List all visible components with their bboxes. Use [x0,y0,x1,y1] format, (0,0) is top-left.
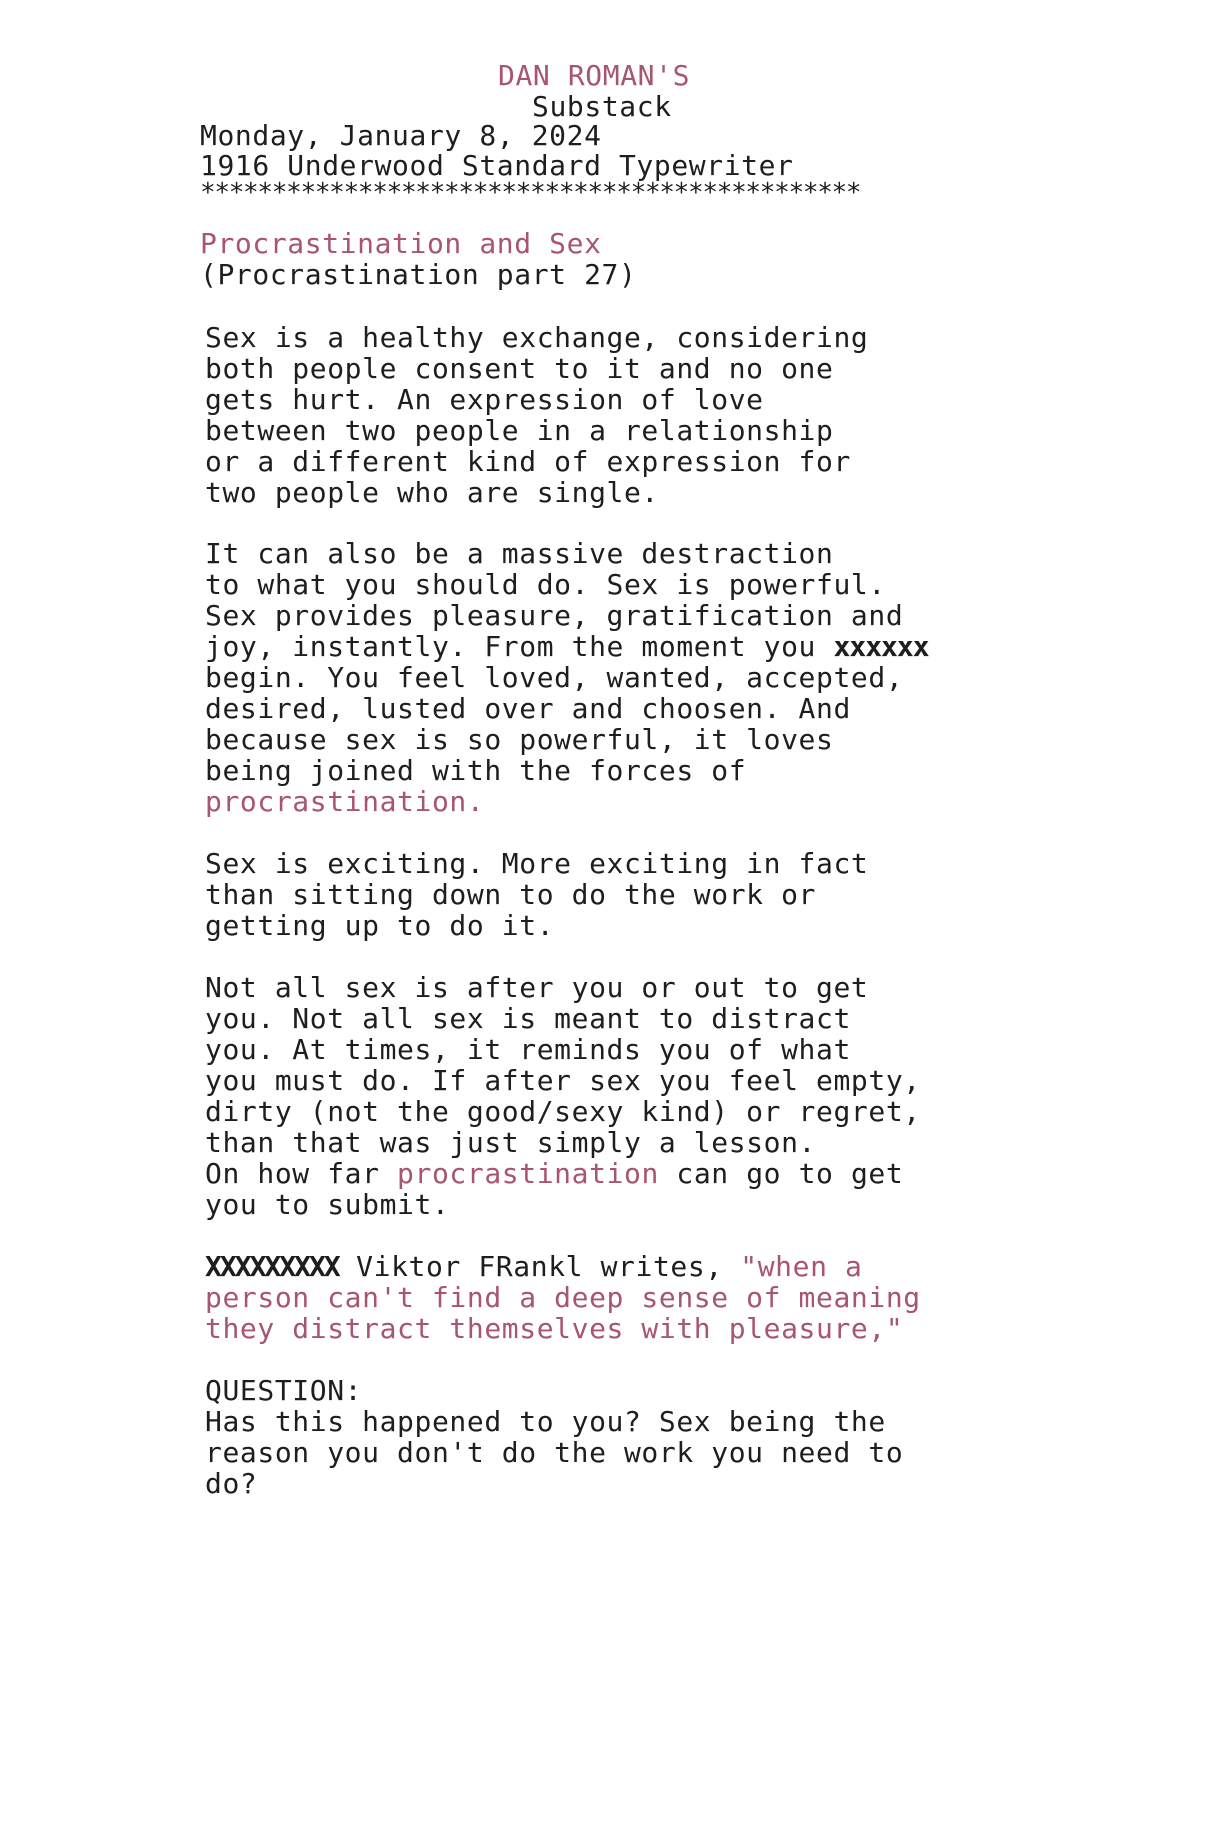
quote-attribution: Viktor FRankl writes, [338,1250,741,1283]
paragraph-3-line: Sex is exciting. More exciting in fact [205,847,869,880]
question-line: do? [205,1467,258,1500]
struck-out-text: xxxxxx [833,630,929,663]
question-label: QUESTION: [205,1374,363,1407]
paragraph-3-line: getting up to do it. [205,909,555,942]
paragraph-2-line [205,631,929,663]
publication-name: Substack [532,90,672,123]
author-name: DAN ROMAN'S [498,59,691,92]
question-line: Has this happened to you? Sex being the [205,1405,886,1438]
paragraph-4-line: you. Not all sex is meant to distract [205,1002,851,1035]
paragraph-4-line [205,1158,903,1190]
paragraph-2-line: begin. You feel loved, wanted, accepted, [205,661,904,694]
paragraph-2-line: to what you should do. Sex is powerful. [205,568,886,601]
struck-out-text: XXXXXXXXX [205,1250,339,1283]
highlighted-word: procrastination [397,1157,659,1190]
paragraph-4-line: you to submit. [205,1188,450,1221]
paragraph-2-line: because sex is so powerful, it loves [205,723,834,756]
paragraph-2-text: joy, instantly. From the moment you [205,630,817,663]
post-subtitle: (Procrastination part 27) [200,258,637,291]
paragraph-2-line: It can also be a massive destraction [205,537,834,570]
post-title: Procrastination and Sex [200,227,602,260]
quote-line: person can't find a deep sense of meaning [205,1281,921,1314]
paragraph-3-line: than sitting down to do the work or [205,878,817,911]
header-divider: ********************************************** [200,178,861,208]
paragraph-2-line: Sex provides pleasure, gratification and [205,599,904,632]
paragraph-4-line: dirty (not the good/sexy kind) or regret, [205,1095,921,1128]
paragraph-1-line: two people who are single. [205,476,659,509]
paragraph-2-line: procrastination. [205,785,485,818]
paragraph-4-text: can go to get [658,1157,904,1190]
paragraph-4-line: Not all sex is after you or out to get [205,971,869,1004]
paragraph-1-line: Sex is a healthy exchange, considering [205,321,869,354]
paragraph-4-line: you. At times, it reminds you of what [205,1033,851,1066]
quote-line [205,1251,862,1283]
paragraph-1-line: gets hurt. An expression of love [205,383,764,416]
quote-line: they distract themselves with pleasure," [205,1312,904,1345]
paragraph-2-line: being joined with the forces of [205,754,747,787]
post-date: Monday, January 8, 2024 [200,119,602,152]
paragraph-1-line: both people consent to it and no one [205,352,834,385]
paragraph-4-text: On how far [205,1157,398,1190]
paragraph-4-line: you must do. If after sex you feel empty, [205,1064,921,1097]
paragraph-2-line: desired, lusted over and choosen. And [205,692,851,725]
paragraph-1-line: or a different kind of expression for [205,445,851,478]
paragraph-4-line: than that was just simply a lesson. [205,1126,817,1159]
question-line: reason you don't do the work you need to [205,1436,904,1469]
typewriter-model: 1916 Underwood Standard Typewriter [200,149,794,182]
paragraph-1-line: between two people in a relationship [205,414,834,447]
quote-text: "when a [740,1250,863,1283]
